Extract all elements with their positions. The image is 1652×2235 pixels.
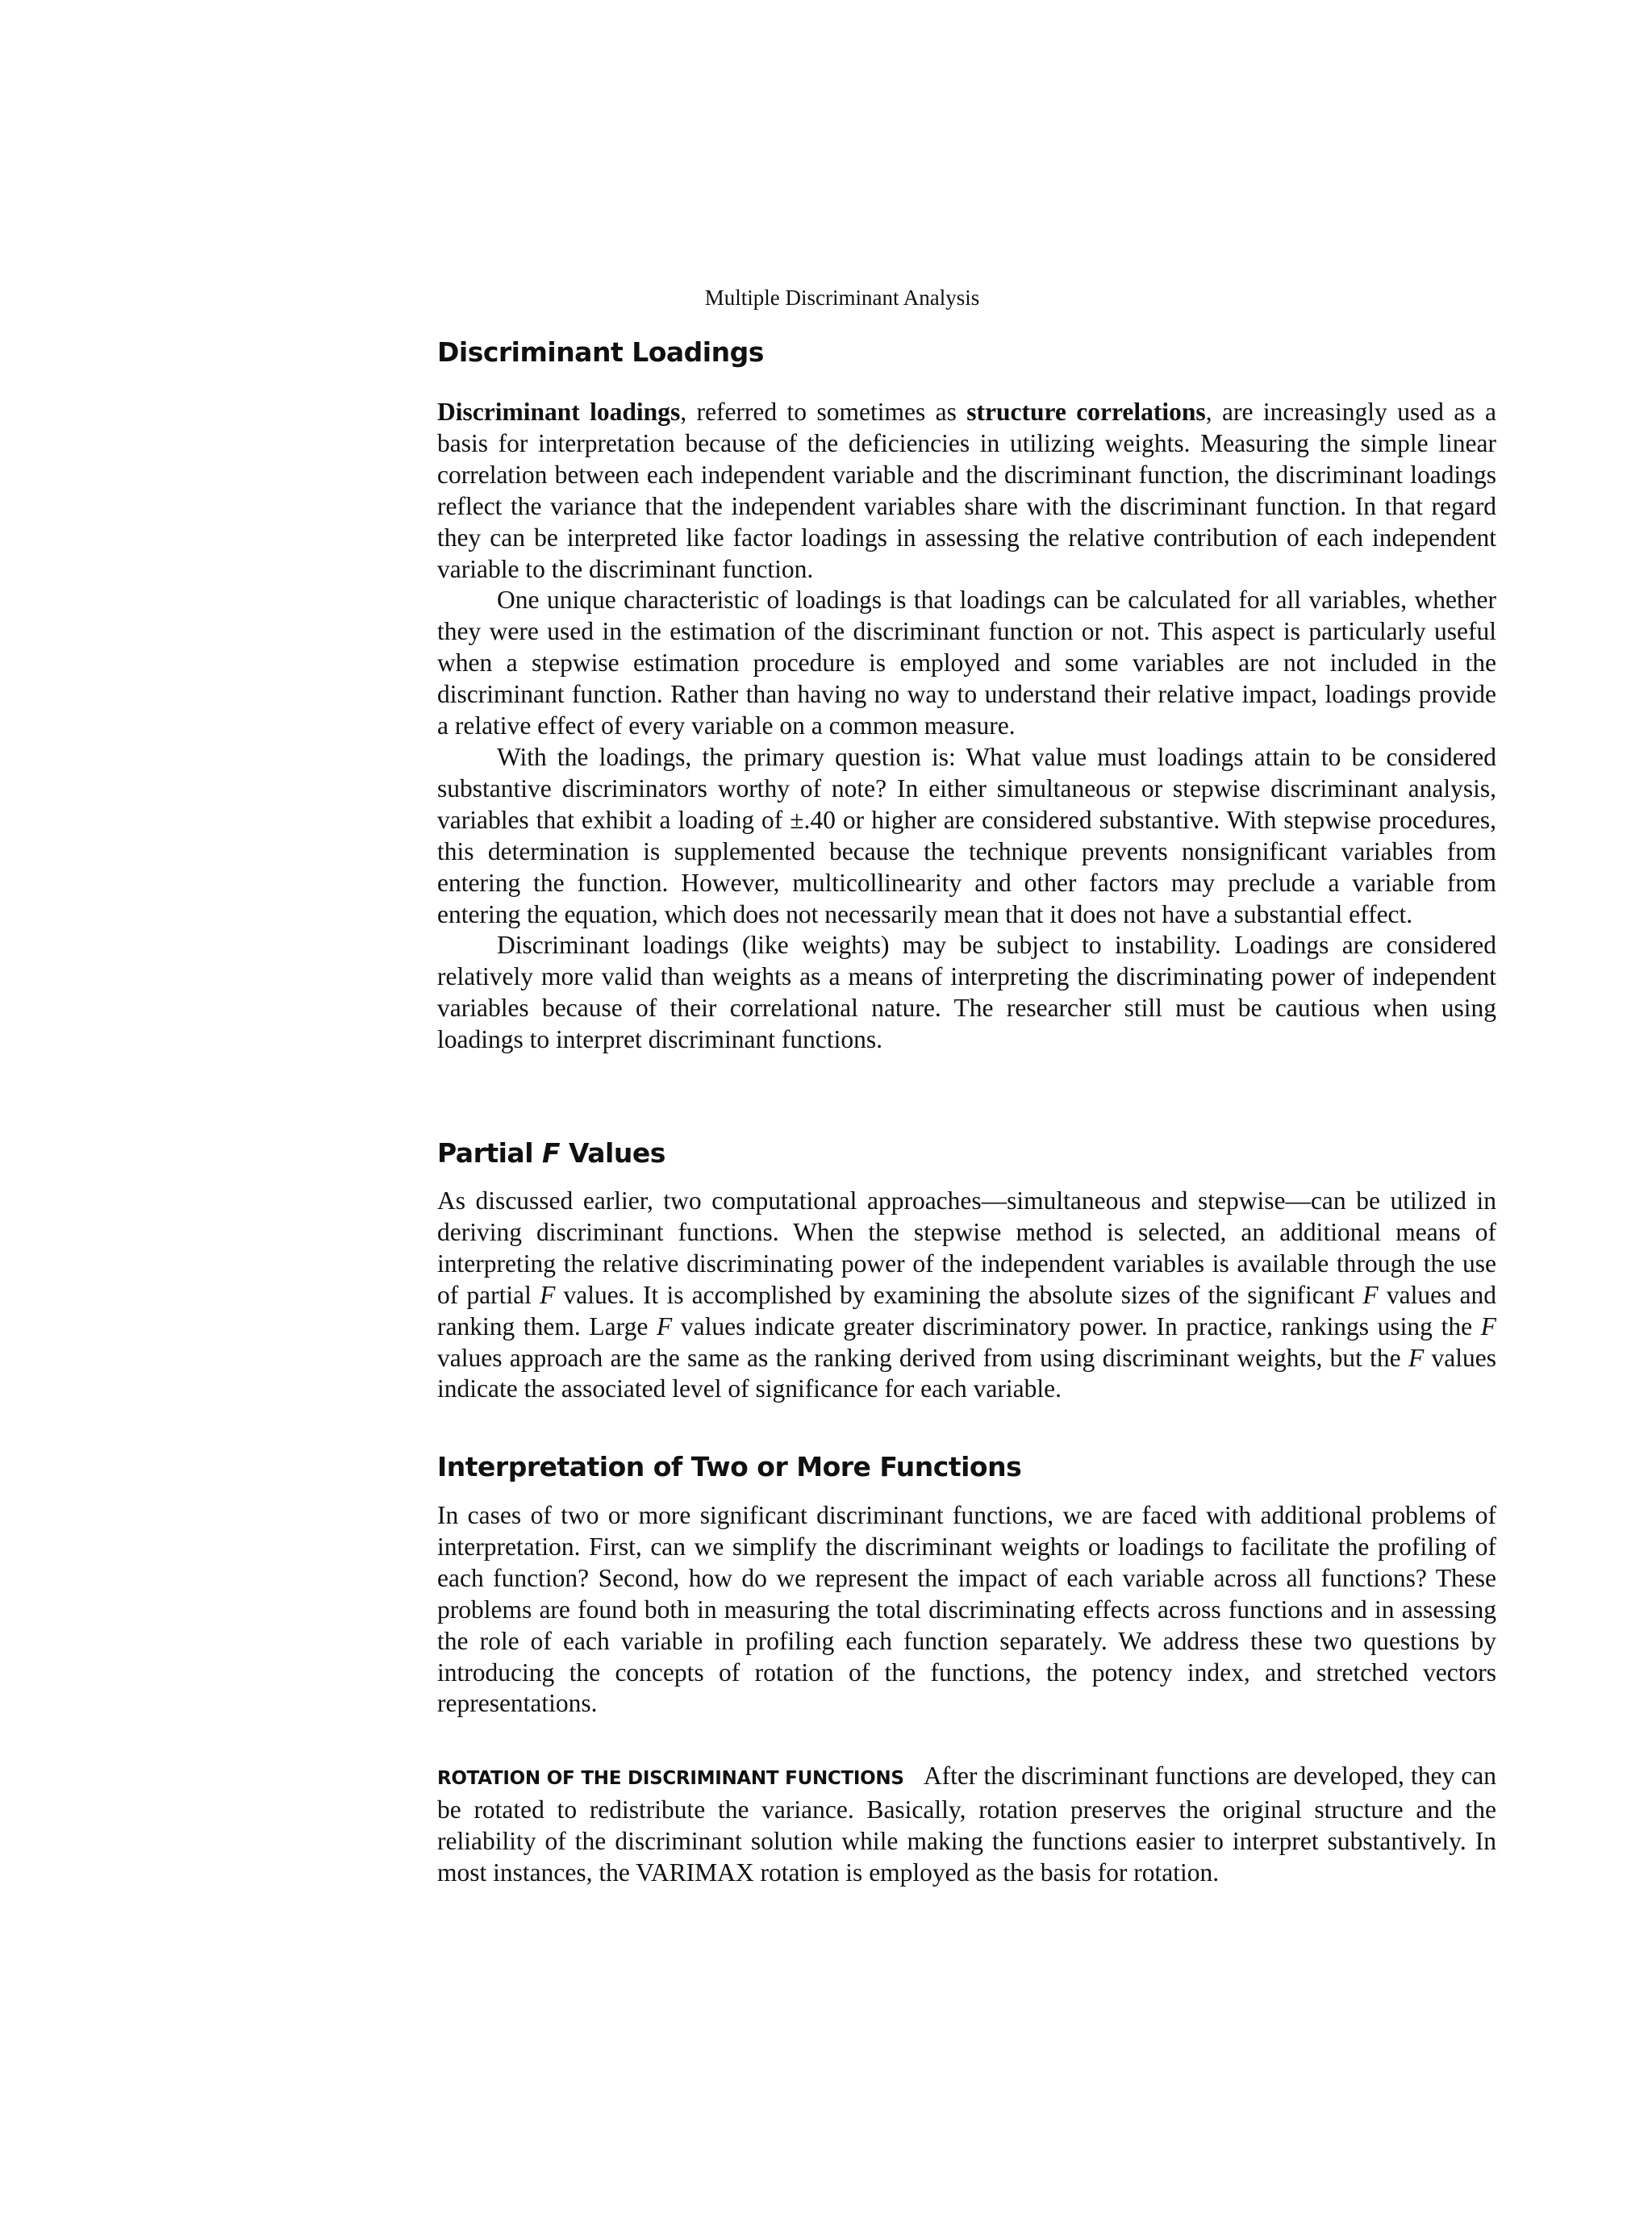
loadings-paragraph-4: Discriminant loadings (like weights) may be subject to instability. Loadings are considered relatively more valid than weights as a means of interpreting the discriminating power of independent variables because of their correlational nature. The researcher still must be cautious when using loadings to interpret discriminant functions. [437,931,1496,1054]
f-symbol: F [1408,1343,1425,1372]
loadings-paragraph-3: With the loadings, the primary question is: What value must loadings attain to be considered substantive discriminators worthy of note? In either simultaneous or stepwise discriminant analysis, variables that exhibit a loading of ±.40 or higher are considered substantive. With stepwise procedures, this determination is supplemented because the technique prevents nonsignificant variables from entering the function. However, multicollinearity and other factors may preclude a variable from entering the equation, which does not necessarily mean that it does not have a substantial effect. [437,742,1496,928]
two-or-more-paragraph-1: In cases of two or more significant discriminant functions, we are faced with additional problems of interpretation. First, can we simplify the discriminant weights or loadings to facilitate the profiling of each function? Second, how do we represent the impact of each variable across all functions? These problems are found both in measuring the total discriminating effects across functions and in assessing the role of each variable in profiling each function separately. We address these two questions by introducing the concepts of rotation of the functions, the potency index, and stretched vectors representations. [437,1501,1496,1718]
loadings-paragraph-1 [437,397,1496,585]
heading-partial-f-part-a: Partial [437,1137,542,1169]
term-discriminant-loadings: Discriminant loadings [437,398,681,426]
f-symbol: F [1362,1280,1379,1309]
partial-f-text-2: values. It is accomplished by examining the absolute sizes of the significant [555,1280,1363,1309]
heading-discriminant-loadings: Discriminant Loadings [437,336,764,368]
two-or-more-section-body [437,1500,1496,1720]
partial-f-text-3: values and ranking them. Large [437,1280,1496,1341]
heading-interpretation-two-or-more-functions: Interpretation of Two or More Functions [437,1451,1022,1482]
loadings-paragraph-2: One unique characteristic of loadings is that loadings can be calculated for all variables, whether they were used in the estimation of the discriminant function or not. This aspect is particularly useful when a stepwise estimation procedure is employed and some variables are not included in the discriminant function. Rather than having no way to understand their relative impact, loadings provide a relative effect of every variable on a common measure. [437,586,1496,740]
heading-partial-f-values [437,1136,665,1171]
rotation-section-body [437,1761,1496,1889]
rotation-paragraph [437,1761,1496,1889]
f-symbol: F [540,1280,556,1309]
partial-f-text-1: As discussed earlier, two computational approaches—simultaneous and stepwise—can be utilized in deriving discriminant functions. When the stepwise method is selected, an additional means of interpreting the relative discriminating power of the independent variables is available through the use of partial [437,1186,1496,1309]
loadings-section-body [437,397,1496,1056]
term-structure-correlations: structure correlations [966,398,1206,426]
partial-f-paragraph [437,1186,1496,1405]
runin-heading-rotation: ROTATION OF THE DISCRIMINANT FUNCTIONS [437,1768,904,1789]
partial-f-section-body [437,1186,1496,1405]
loadings-p1-text-a: , referred to sometimes as [680,398,967,426]
f-symbol: F [656,1311,673,1341]
loadings-p1-text-b: , are increasingly used as a basis for interpretation because of the deficiencies in utilizing weights. Measuring the simple linear correlation between each independent variable and the discriminant function, the discriminant loadings reflect the variance that the independent variables share with the discriminant function. In that regard they can be interpreted like factor loadings in assessing the relative contribution of each independent variable to the discriminant function. [437,398,1496,583]
heading-partial-f-letter: F [542,1137,561,1169]
partial-f-text-6: values indicate the associated level of significance for each variable. [437,1343,1496,1403]
partial-f-text-4: values indicate greater discriminatory power. In practice, rankings using the [672,1311,1481,1341]
heading-partial-f-part-b: Values [560,1137,665,1169]
f-symbol: F [1480,1311,1496,1341]
partial-f-text-5: values approach are the same as the ranking derived from using discriminant weights, but the [437,1343,1408,1372]
rotation-text: After the discriminant functions are developed, they can be rotated to redistribute the variance. Basically, rotation preserves the original structure and the reliability of the discriminant solution while making the functions easier to interpret substantively. In most instances, the VARIMAX rotation is employed as the basis for rotation. [437,1762,1496,1887]
running-head: Multiple Discriminant Analysis [704,286,980,310]
